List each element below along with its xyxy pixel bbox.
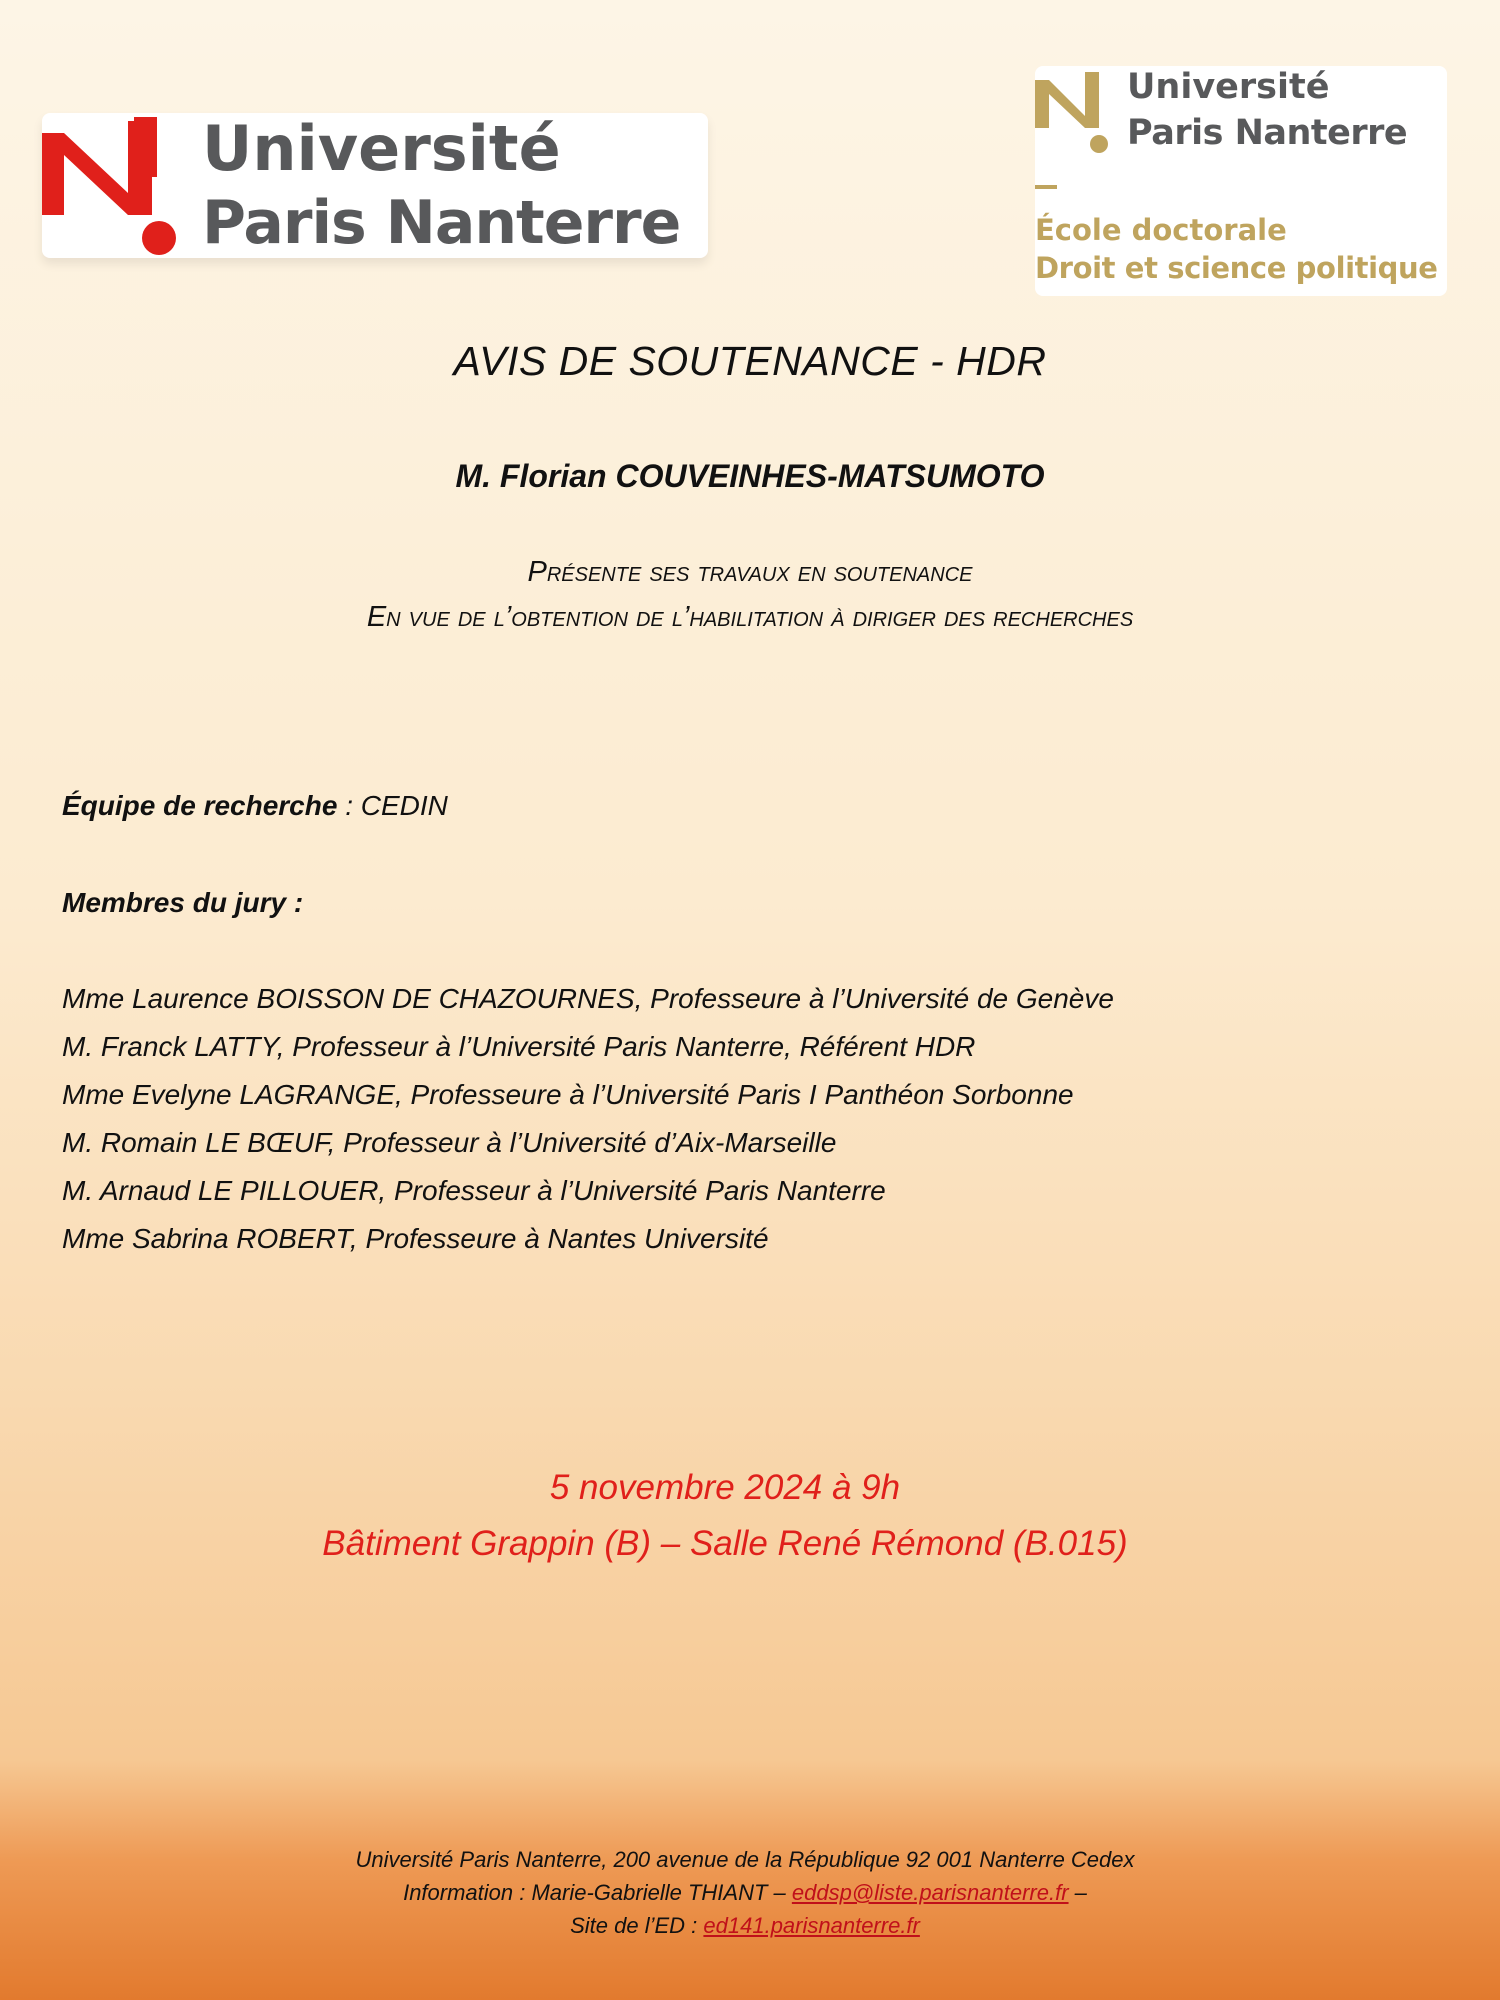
doctoral-school-logo: [1035, 66, 1447, 296]
doctoral-logo-line-1: Université: [1127, 67, 1330, 107]
research-team-label: Équipe de recherche: [62, 790, 338, 821]
jury-member: Mme Laurence BOISSON DE CHAZOURNES, Professeure à l’Université de Genève: [62, 983, 1114, 1014]
logo-divider: [1035, 185, 1057, 189]
doctoral-school-field: Droit et science politique: [1035, 251, 1438, 285]
jury-member: Mme Evelyne LAGRANGE, Professeure à l’Université Paris I Panthéon Sorbonne: [62, 1079, 1074, 1110]
footer-site-prefix: Site de l’ED :: [570, 1913, 704, 1938]
subtitle-line-2: En vue de l’obtention de l’habilitation à diriger des recherches: [366, 601, 1134, 633]
footer-site: [0, 1913, 1495, 1939]
jury-member: Mme Sabrina ROBERT, Professeure à Nantes Université: [62, 1223, 769, 1254]
footer-info-suffix: –: [1068, 1880, 1087, 1905]
jury-member: M. Arnaud LE PILLOUER, Professeur à l’Université Paris Nanterre: [62, 1175, 886, 1206]
candidate-name: M. Florian COUVEINHES-MATSUMOTO: [455, 458, 1045, 494]
jury-member: M. Franck LATTY, Professeur à l’Université Paris Nanterre, Référent HDR: [62, 1031, 976, 1062]
footer-address: Université Paris Nanterre, 200 avenue de la République 92 001 Nanterre Cedex: [355, 1847, 1135, 1872]
doctoral-school-logo-mark: [1035, 72, 1115, 154]
defense-location: Bâtiment Grappin (B) – Salle René Rémond (B.015): [322, 1524, 1128, 1563]
logo-line-2: Paris Nanterre: [202, 188, 681, 258]
footer-info-prefix: Information : Marie-Gabrielle THIANT –: [403, 1880, 792, 1905]
defense-date: 5 novembre 2024 à 9h: [549, 1468, 901, 1507]
university-logo: [42, 113, 708, 258]
doctoral-logo-line-2: Paris Nanterre: [1127, 113, 1408, 153]
footer-info: [0, 1880, 1495, 1906]
logo-dot: [142, 221, 176, 255]
research-team-separator: :: [337, 790, 361, 821]
site-link[interactable]: ed141.parisnanterre.fr: [703, 1913, 920, 1938]
subtitle-line-1: Présente ses travaux en soutenance: [527, 556, 973, 588]
logo-line-1: Université: [202, 113, 561, 185]
research-team: [62, 790, 448, 822]
jury-label: Membres du jury :: [62, 887, 304, 918]
research-team-value: CEDIN: [360, 790, 448, 821]
page-title: AVIS DE SOUTENANCE - HDR: [453, 338, 1047, 384]
contact-email-link[interactable]: eddsp@liste.parisnanterre.fr: [791, 1880, 1069, 1905]
jury-member: M. Romain LE BŒUF, Professeur à l’Université d’Aix-Marseille: [62, 1127, 837, 1158]
doctoral-school-name: École doctorale: [1035, 213, 1287, 247]
